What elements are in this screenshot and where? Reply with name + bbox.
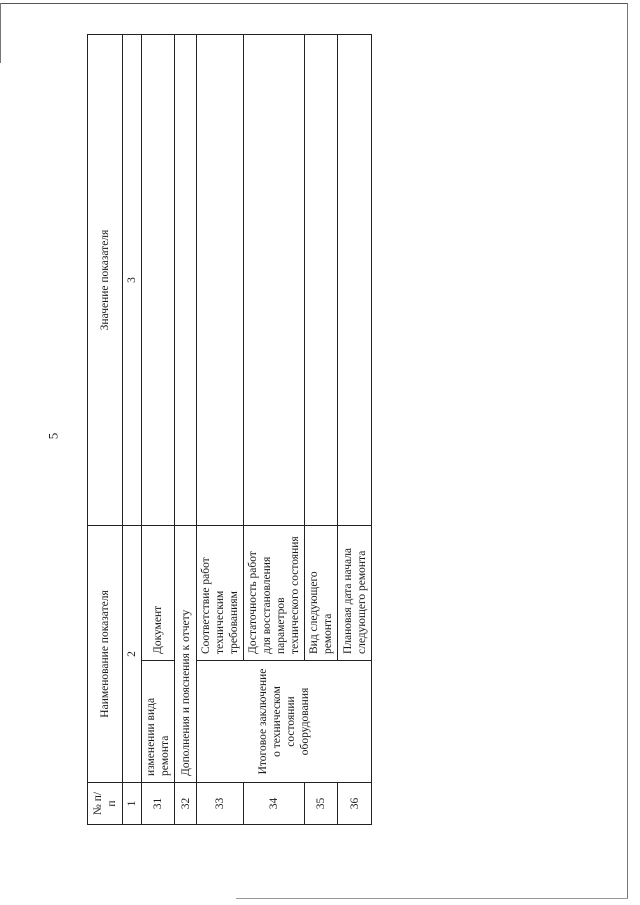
row-item: Вид следующего ремонта [305, 525, 338, 660]
colnum-3: 3 [123, 34, 142, 525]
header-name-text: Наименование показателя [99, 590, 111, 718]
scan-edge-bottom [236, 898, 628, 899]
row-item: Плановая дата начала следующего ремонта [338, 525, 372, 660]
scan-edge-top [0, 3, 628, 4]
row-group-final-conclusion: Итоговое заключение о техническом состоянии оборудования [197, 661, 372, 783]
row-num: 31 [142, 783, 175, 825]
page-number: 5 [45, 432, 61, 440]
table-row [142, 34, 175, 824]
header-value: Значение показателя [88, 34, 123, 525]
table-header-row [88, 34, 123, 824]
table-row [175, 34, 197, 824]
colnum-2: 2 [123, 525, 142, 782]
scan-edge-left [0, 3, 1, 63]
rotated-table-container [87, 35, 368, 825]
colnum-1: 1 [123, 783, 142, 825]
row-value [175, 34, 197, 525]
row-num: 34 [244, 783, 305, 825]
row-item: Достаточность работ для восстановления параметров технического состояния [244, 525, 305, 660]
report-table [87, 34, 372, 825]
row-item: Соответствие работ техническим требованиям [197, 525, 244, 660]
scan-edge-right [627, 3, 628, 898]
row-num: 35 [305, 783, 338, 825]
row-num: 36 [338, 783, 372, 825]
column-number-row [123, 34, 142, 824]
row-value [197, 34, 244, 525]
row-item: Документ [142, 525, 175, 660]
table-row [197, 34, 244, 824]
row-group: изменении вида ремонта [142, 661, 175, 783]
row-value [244, 34, 305, 525]
row-name: Дополнения и пояснения к отчету [175, 525, 197, 782]
row-num: 32 [175, 783, 197, 825]
row-num: 33 [197, 783, 244, 825]
row-value [305, 34, 338, 525]
header-num: № п/п [88, 783, 123, 825]
header-name [88, 525, 123, 782]
row-value [338, 34, 372, 525]
row-value [142, 34, 175, 525]
